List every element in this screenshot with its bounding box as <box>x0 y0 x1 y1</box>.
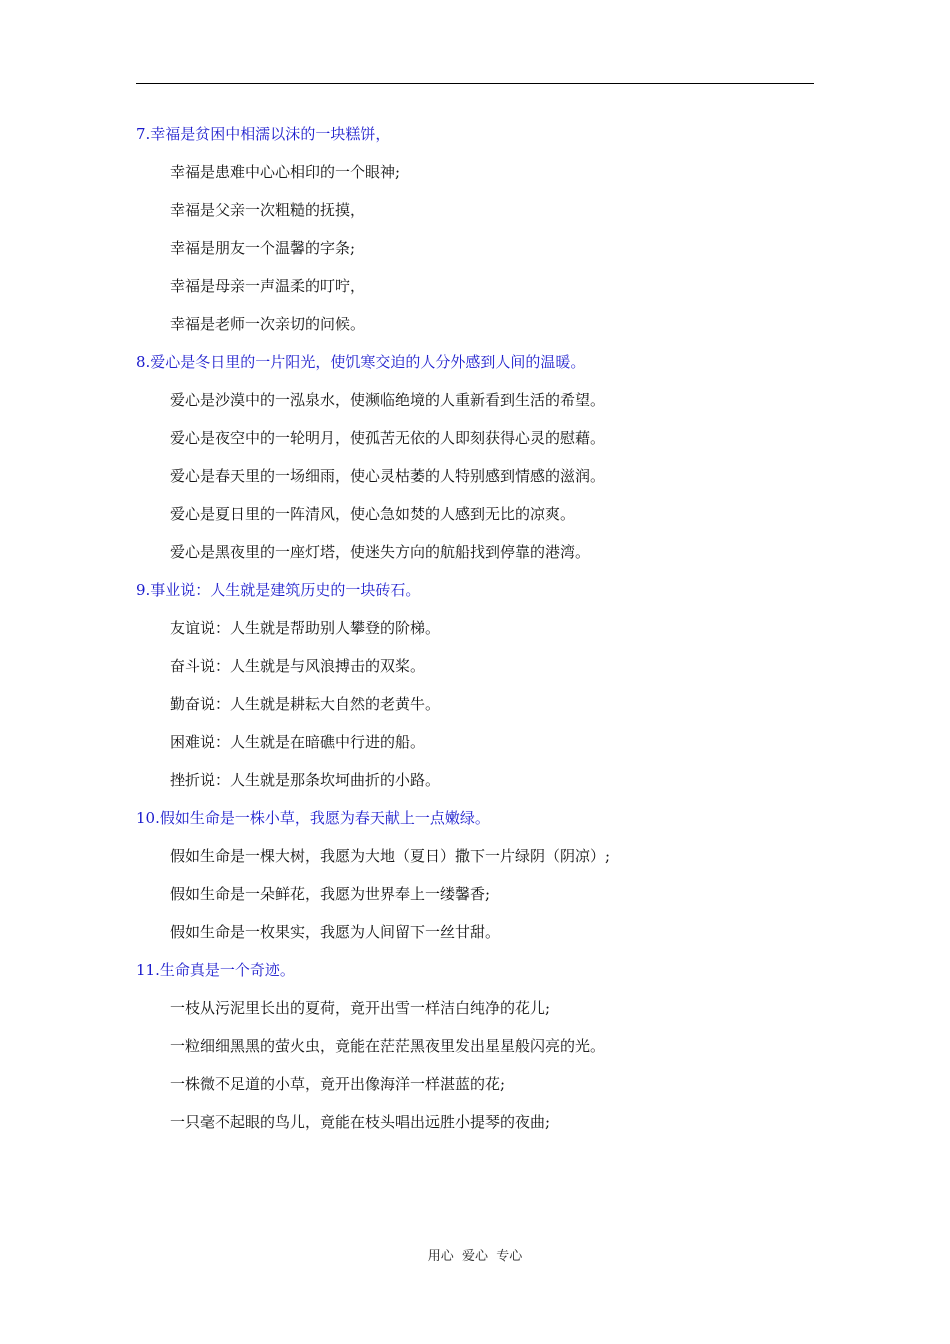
header-rule <box>136 83 814 84</box>
body-line: 爱心是春天里的一场细雨，使心灵枯萎的人特别感到情感的滋润。 <box>170 467 606 485</box>
body-line: 困难说：人生就是在暗礁中行进的船。 <box>170 733 426 751</box>
body-line: 假如生命是一棵大树，我愿为大地（夏日）撒下一片绿阴（阴凉）; <box>170 847 611 865</box>
section-9 <box>136 580 816 790</box>
section-heading: 9.事业说：人生就是建筑历史的一块砖石。 <box>136 581 421 599</box>
page-footer: 用心 爱心 专心 <box>427 1249 523 1264</box>
body-line: 假如生命是一朵鲜花，我愿为世界奉上一缕馨香; <box>170 885 491 903</box>
body-line: 幸福是朋友一个温馨的字条; <box>170 239 356 257</box>
body-line: 一株微不足道的小草，竟开出像海洋一样湛蓝的花; <box>170 1075 506 1093</box>
section-11 <box>136 960 816 1132</box>
body-line: 爱心是沙漠中的一泓泉水，使濒临绝境的人重新看到生活的希望。 <box>170 391 606 409</box>
section-heading: 7.幸福是贫困中相濡以沫的一块糕饼， <box>136 125 391 143</box>
body-line: 爱心是夏日里的一阵清风，使心急如焚的人感到无比的凉爽。 <box>170 505 576 523</box>
body-line: 勤奋说：人生就是耕耘大自然的老黄牛。 <box>170 695 441 713</box>
body-line: 爱心是夜空中的一轮明月，使孤苦无依的人即刻获得心灵的慰藉。 <box>170 429 606 447</box>
body-line: 幸福是老师一次亲切的问候。 <box>170 315 366 333</box>
section-10 <box>136 808 816 942</box>
section-7 <box>136 124 816 334</box>
body-line: 一粒细细黑黑的萤火虫，竟能在茫茫黑夜里发出星星般闪亮的光。 <box>170 1037 606 1055</box>
body-line: 挫折说：人生就是那条坎坷曲折的小路。 <box>170 771 441 789</box>
section-heading: 11.生命真是一个奇迹。 <box>136 961 295 979</box>
body-line: 友谊说：人生就是帮助别人攀登的阶梯。 <box>170 619 441 637</box>
body-line: 爱心是黑夜里的一座灯塔，使迷失方向的航船找到停靠的港湾。 <box>170 543 591 561</box>
body-line: 一只毫不起眼的鸟儿，竟能在枝头唱出远胜小提琴的夜曲; <box>170 1113 551 1131</box>
body-line: 幸福是父亲一次粗糙的抚摸， <box>170 201 366 219</box>
body-line: 假如生命是一枚果实，我愿为人间留下一丝甘甜。 <box>170 923 501 941</box>
section-8 <box>136 352 816 562</box>
body-line: 幸福是母亲一声温柔的叮咛， <box>170 277 366 295</box>
body-line: 一枝从污泥里长出的夏荷，竟开出雪一样洁白纯净的花儿; <box>170 999 551 1017</box>
section-heading: 10.假如生命是一株小草，我愿为春天献上一点嫩绿。 <box>136 809 490 827</box>
document-body <box>136 124 816 1150</box>
body-line: 奋斗说：人生就是与风浪搏击的双桨。 <box>170 657 426 675</box>
section-heading: 8.爱心是冬日里的一片阳光，使饥寒交迫的人分外感到人间的温暖。 <box>136 353 586 371</box>
body-line: 幸福是患难中心心相印的一个眼神; <box>170 163 401 181</box>
